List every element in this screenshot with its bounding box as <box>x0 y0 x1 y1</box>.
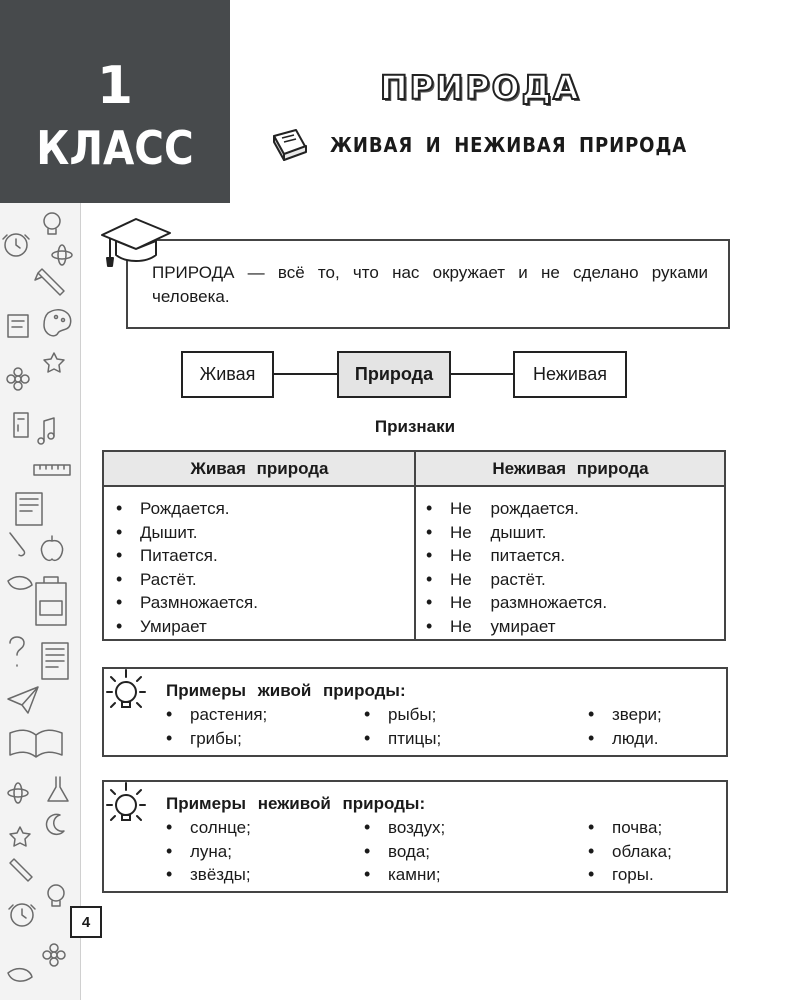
living-examples-col2 <box>364 703 441 750</box>
page-subtitle: ЖИВАЯ И НЕЖИВАЯ ПРИРОДА <box>330 133 688 157</box>
sticky-note-icon <box>8 315 28 337</box>
list-item: • Не рождается. <box>426 497 607 521</box>
living-examples-title: Примеры живой природы: <box>166 681 406 700</box>
list-item: • Умирает <box>116 615 258 639</box>
grade-badge <box>0 0 230 203</box>
doodle-border <box>0 203 81 1000</box>
list-item: • почва; <box>588 816 672 840</box>
list-item: • горы. <box>588 863 672 887</box>
grade-number: 1 <box>96 56 134 116</box>
list-item: • Размножается. <box>116 591 258 615</box>
pencil-icon <box>35 269 64 295</box>
list-item: • Растёт. <box>116 568 258 592</box>
brush-icon <box>10 533 25 556</box>
list-item: • Не размножается. <box>426 591 607 615</box>
lightbulb-icon-2 <box>48 885 64 906</box>
nonliving-signs-list <box>426 497 607 638</box>
list-item: • растения; <box>166 703 267 727</box>
open-book-icon <box>10 730 62 757</box>
list-item: • Не растёт. <box>426 568 607 592</box>
doodle-pattern <box>0 203 80 1000</box>
leaf-icon-2 <box>8 969 32 981</box>
list-item: • грибы; <box>166 727 267 751</box>
list-item: • луна; <box>166 840 251 864</box>
list-item: • Не дышит. <box>426 521 607 545</box>
list-item: • Дышит. <box>116 521 258 545</box>
header-living: Живая природа <box>190 459 329 478</box>
graduation-cap-icon <box>98 213 172 269</box>
list-item: • солнце; <box>166 816 251 840</box>
apple-icon <box>41 536 62 560</box>
list-item: • облака; <box>588 840 672 864</box>
signs-heading: Признаки <box>374 417 456 436</box>
lightbulb-icon <box>44 213 60 234</box>
living-node: Живая <box>181 351 274 398</box>
paper-plane-icon <box>8 687 38 713</box>
palette-icon <box>44 310 71 336</box>
alarm-clock-icon-2 <box>9 904 35 926</box>
list-item: • звери; <box>588 703 662 727</box>
nature-node: Природа <box>337 351 451 398</box>
living-signs-list <box>116 497 258 638</box>
definition-box <box>126 239 730 329</box>
nonliving-examples-col1 <box>166 816 251 887</box>
nonliving-examples-title: Примеры неживой природы: <box>166 794 426 813</box>
crescent-icon <box>47 814 64 834</box>
star-icon <box>44 353 64 372</box>
list-item: • рыбы; <box>364 703 441 727</box>
pencil-icon-2 <box>10 859 32 881</box>
nonliving-examples-box <box>102 780 728 893</box>
list-item: • воздух; <box>364 816 445 840</box>
atom-icon <box>52 245 72 265</box>
notebook-icon <box>42 643 68 679</box>
header-nonliving: Неживая природа <box>492 459 649 478</box>
question-mark-icon <box>10 637 24 666</box>
grade-label: КЛАСС <box>36 121 194 175</box>
flask-icon <box>48 777 68 801</box>
living-examples-col1 <box>166 703 267 750</box>
book-icon <box>268 126 310 162</box>
list-item: • птицы; <box>364 727 441 751</box>
atom-icon-2 <box>8 783 28 803</box>
page-number: 4 <box>70 906 102 938</box>
nonliving-examples-col2 <box>364 816 445 887</box>
list-item: • Не умирает <box>426 615 607 639</box>
table-divider <box>414 452 416 639</box>
comparison-table <box>102 450 726 641</box>
nonliving-node: Неживая <box>513 351 627 398</box>
leaf-icon <box>8 577 32 589</box>
living-examples-box <box>102 667 728 757</box>
nonliving-examples-col3 <box>588 816 672 887</box>
list-item: • Рождается. <box>116 497 258 521</box>
flower-icon <box>7 368 29 390</box>
flower-icon-2 <box>43 944 65 966</box>
connector-line-left <box>274 373 337 375</box>
ruler-icon <box>34 465 70 475</box>
book-icon <box>16 493 42 525</box>
list-item: • Не питается. <box>426 544 607 568</box>
list-item: • звёзды; <box>166 863 251 887</box>
star-icon-2 <box>10 827 30 846</box>
list-item: • Питается. <box>116 544 258 568</box>
definition-text: ПРИРОДА — всё то, что нас окружает и не сделано руками человека. <box>152 263 708 306</box>
list-item: • вода; <box>364 840 445 864</box>
list-item: • камни; <box>364 863 445 887</box>
lightbulb-icon <box>104 781 148 829</box>
lightbulb-icon <box>104 668 148 716</box>
alarm-clock-icon <box>3 234 29 256</box>
backpack-icon <box>36 577 66 625</box>
connector-line-right <box>451 373 513 375</box>
page-title: ПРИРОДА <box>380 68 581 107</box>
living-examples-col3 <box>588 703 662 750</box>
list-item: • люди. <box>588 727 662 751</box>
